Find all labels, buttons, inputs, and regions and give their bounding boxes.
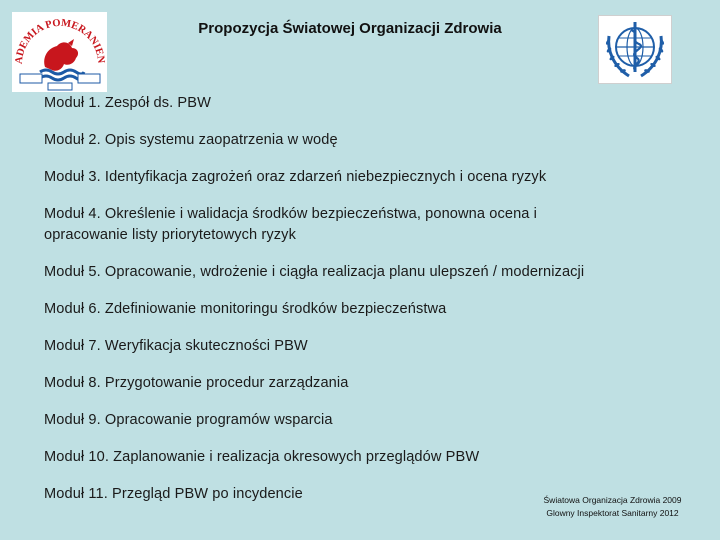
module-list: [44, 93, 684, 521]
citation-line-1: Światowa Organizacja Zdrowia 2009: [543, 495, 682, 505]
wave-1: [40, 70, 84, 74]
module-item-1: Moduł 1. Zespół ds. PBW: [44, 95, 211, 111]
module-item-2: Moduł 2. Opis systemu zaopatrzenia w wodę: [44, 132, 338, 148]
module-item-10: Moduł 10. Zaplanowanie i realizacja okresowych przeglądów PBW: [44, 449, 480, 465]
module-item-11: Moduł 11. Przegląd PBW po incydencie: [44, 486, 303, 502]
academia-pomeranensis-logo-icon: [12, 12, 107, 92]
module-item-5: Moduł 5. Opracowanie, wdrożenie i ciągła realizacja planu ulepszeń / modernizacji: [44, 264, 585, 280]
module-item-6: Moduł 6. Zdefiniowanie monitoringu środków bezpieczeństwa: [44, 301, 447, 317]
citation-line-2: Glowny Inspektorat Sanitarny 2012: [546, 508, 679, 518]
module-item-9: Moduł 9. Opracowanie programów wsparcia: [44, 412, 333, 428]
module-item-8: Moduł 8. Przygotowanie procedur zarządzania: [44, 375, 349, 391]
crest-graphic: [12, 12, 107, 92]
module-item-4: Moduł 4. Określenie i walidacja środków bezpieczeństwa, ponowna ocena i opracowanie listy priorytetowych ryzyk: [44, 206, 538, 243]
crest-arc-text: ADEMIA POMERANIEN: [13, 17, 107, 65]
who-emblem-graphic: [599, 16, 671, 83]
module-item-7: Moduł 7. Weryfikacja skuteczności PBW: [44, 338, 308, 354]
griffin-shape: [44, 42, 78, 70]
source-citation: [520, 494, 705, 520]
page-title: Propozycja Światowej Organizacji Zdrowia: [198, 20, 502, 37]
who-emblem-icon: [598, 15, 672, 84]
module-item-3: Moduł 3. Identyfikacja zagrożeń oraz zdarzeń niebezpiecznych i ocena ryzyk: [44, 169, 547, 185]
wave-2: [40, 76, 84, 80]
